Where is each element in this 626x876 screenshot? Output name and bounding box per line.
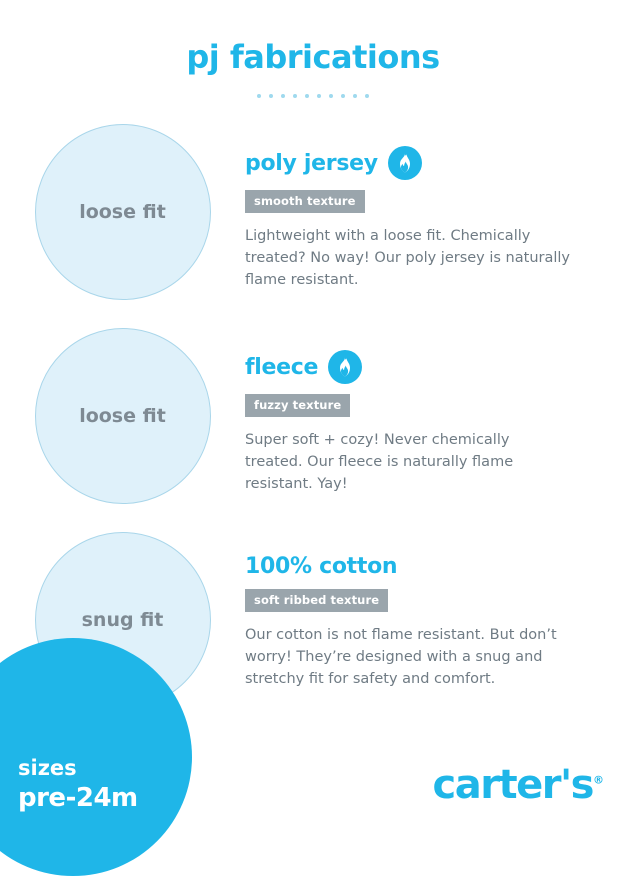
fabric-content [245, 532, 626, 690]
fabric-name: 100% cotton [245, 554, 398, 579]
fabric-content [245, 328, 626, 495]
fabric-rows [0, 124, 626, 708]
dot-divider [0, 94, 626, 98]
divider-dot [341, 94, 345, 98]
flame-icon [328, 350, 362, 384]
divider-dot [293, 94, 297, 98]
divider-dot [281, 94, 285, 98]
brand-logo [433, 762, 604, 808]
sizes-text [18, 756, 138, 814]
fit-circle [35, 124, 211, 300]
fit-circle-wrap [0, 328, 245, 504]
sizes-value: pre-24m [18, 782, 138, 813]
fabric-heading [245, 350, 626, 384]
flame-icon [388, 146, 422, 180]
texture-tag: soft ribbed texture [245, 589, 388, 612]
fabric-name: fleece [245, 354, 319, 380]
texture-tag: fuzzy texture [245, 394, 350, 417]
fit-label: loose fit [79, 405, 166, 427]
divider-dot [257, 94, 261, 98]
divider-dot [329, 94, 333, 98]
divider-dot [317, 94, 321, 98]
fabric-description: Lightweight with a loose fit. Chemically treated? No way! Our poly jersey is naturally flame resistant. [245, 228, 570, 289]
fit-circle [35, 328, 211, 504]
fabric-heading [245, 554, 626, 579]
fit-label: loose fit [79, 201, 166, 223]
divider-dot [365, 94, 369, 98]
fabric-row [0, 124, 626, 300]
fit-circle-wrap [0, 124, 245, 300]
fabric-description: Our cotton is not flame resistant. But don’t worry! They’re designed with a snug and stretchy fit for safety and comfort. [245, 627, 557, 688]
brand-name: carter's [432, 762, 593, 808]
divider-dot [353, 94, 357, 98]
sizes-label: sizes [18, 756, 77, 781]
fabric-row [0, 328, 626, 504]
texture-tag: smooth texture [245, 190, 365, 213]
page-title: pj fabrications [186, 38, 440, 76]
divider-dot [269, 94, 273, 98]
fabric-name: poly jersey [245, 150, 378, 176]
fit-label: snug fit [81, 609, 164, 631]
footer [0, 702, 626, 832]
divider-dot [305, 94, 309, 98]
fabric-description: Super soft + cozy! Never chemically treated. Our fleece is naturally flame resistant. Yay! [245, 432, 514, 493]
fabric-heading [245, 146, 626, 180]
registered-mark: ® [593, 773, 604, 787]
fabric-content [245, 124, 626, 291]
